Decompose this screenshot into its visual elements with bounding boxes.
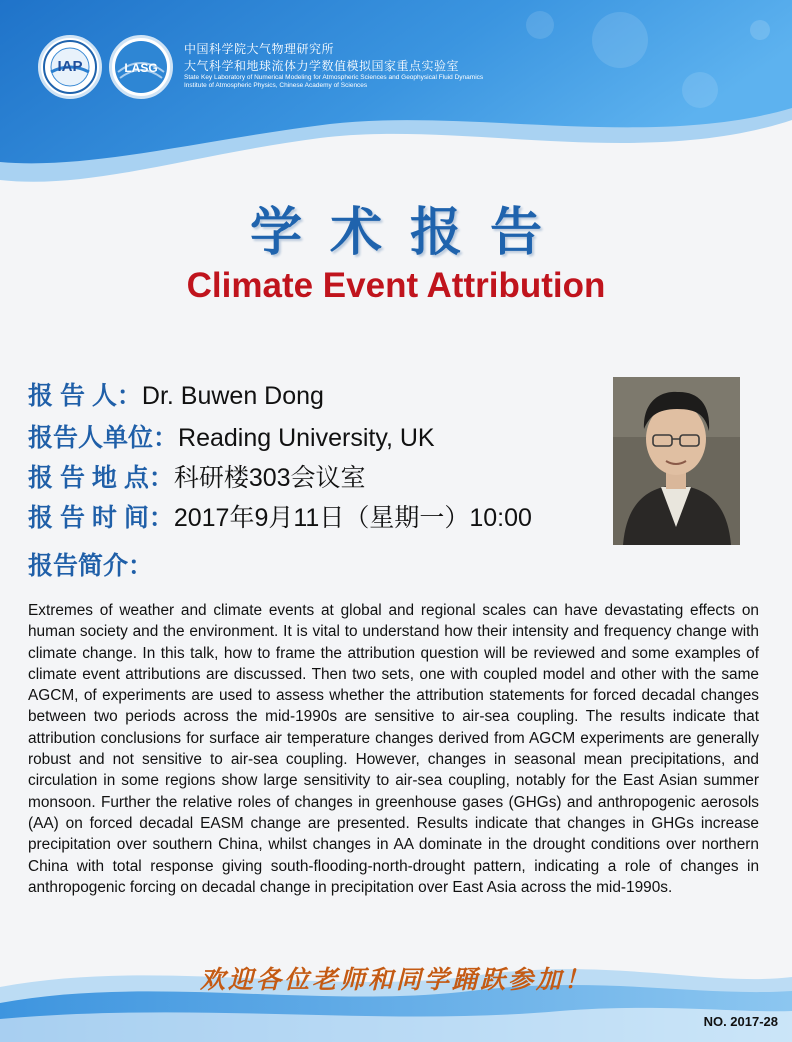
time-value: 2017年9月11日（星期一）10:00 (173, 504, 532, 532)
institute-name-en: Institute of Atmospheric Physics, Chinese Academy of Sciences (184, 82, 368, 89)
time-row (28, 498, 532, 534)
location-row (28, 458, 366, 494)
speaker-row (28, 376, 324, 412)
speaker-value: Dr. Buwen Dong (141, 382, 324, 410)
affiliation-value: Reading University, UK (178, 424, 435, 452)
location-label: 报 告 地 点： (28, 464, 174, 492)
affiliation-label: 报告人单位： (28, 424, 179, 452)
iap-logo (38, 35, 102, 99)
speaker-photo (613, 377, 740, 545)
welcome-message: 欢迎各位老师和同学踊跃参加！ (199, 965, 592, 994)
header-wave-background (0, 0, 792, 200)
lab-name-cn: 大气科学和地球流体力学数值模拟国家重点实验室 (184, 59, 460, 73)
affiliation-row (28, 418, 435, 454)
lasg-logo (109, 35, 173, 99)
abstract-text: Extremes of weather and climate events at global and regional scales can have devastating effects on human society and the environment. It is vital to understand how their intensity and frequency change with climate change. In this talk, how to frame the attribution question will be reviewed and some examples of climate event attributions are discussed. Then two sets, one with coupled model and other with the same AGCM, of experiments are used to assess whether the attribution statements for forced decadal changes between two periods across the mid-1990s are sensitive to air-sea coupling. The results indicate that attribution conclusions for surface air temperature changes derived from AGCM experiments are generally robust and not sensitive to air-sea coupling. However, changes in seasonal mean precipitations, and circulation in some regions show large sensitivity to air-sea coupling, notably for the East Asian summer monsoon. Further the relative roles of changes in greenhouse gases (GHGs) and anthropogenic aerosols (AA) on forced decadal EASM change are presented. Results indicate that changes in GHGs increase precipitation over southern China, whilst changes in AA dominate in the drought conditions over northern China with total response giving south-flooding-north-drought pattern, indicating a role of changes in anthropogenic forcing on decadal change in precipitation over East Asia across the mid-1990s. (28, 602, 759, 896)
speaker-label: 报 告 人： (28, 382, 142, 410)
location-value: 科研楼303会议室 (173, 464, 366, 492)
abstract-heading: 报告简介： (28, 552, 154, 580)
time-label: 报 告 时 间： (28, 504, 174, 532)
title-en: Climate Event Attribution (186, 266, 606, 305)
lab-name-en: State Key Laboratory of Numerical Modeling for Atmospheric Sciences and Geophysical Fluid Dynamics (184, 74, 484, 81)
notice-number: NO. 2017-28 (703, 1014, 778, 1029)
institute-name-cn: 中国科学院大气物理研究所 (184, 42, 335, 56)
title-cn: 学术报告 (249, 202, 570, 263)
lasg-logo-text: LASG (124, 61, 158, 75)
iap-logo-text: IAP (57, 58, 83, 75)
